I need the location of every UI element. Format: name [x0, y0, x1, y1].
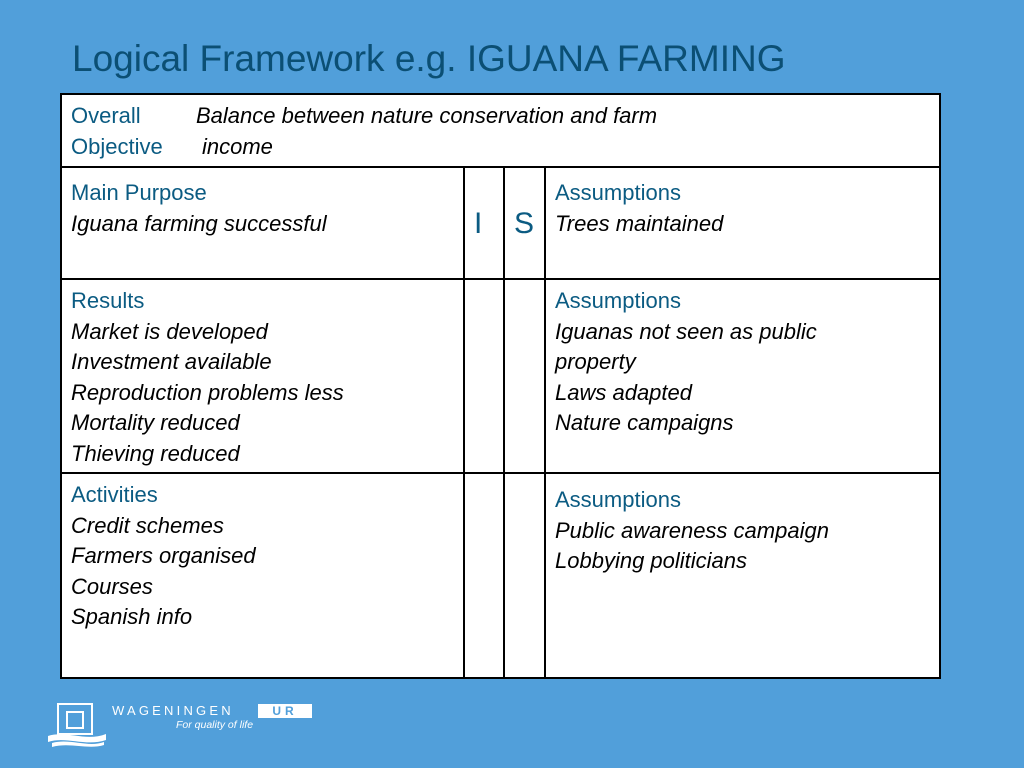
row-divider [62, 166, 939, 168]
main-purpose-heading: Main Purpose [71, 180, 207, 205]
result-item: Reproduction problems less [71, 379, 344, 405]
results-assumption-item: Laws adapted [555, 379, 692, 405]
overall-objective-label [71, 101, 163, 162]
results-assumption-item: Nature campaigns [555, 410, 734, 435]
result-item: Market is developed [71, 318, 268, 344]
main-purpose-cell [71, 178, 327, 239]
results-assumption-item: property [555, 349, 636, 374]
activity-item: Credit schemes [71, 512, 224, 538]
overall-label-line1: Overall [71, 103, 141, 128]
overall-objective-text [196, 101, 657, 162]
result-item: Investment available [71, 349, 272, 374]
column-divider [463, 167, 465, 679]
overall-text-line1: Balance between nature conservation and farm [196, 103, 658, 128]
overall-label-line2: Objective [71, 133, 163, 159]
result-item: Thieving reduced [71, 440, 240, 466]
row-divider [62, 278, 939, 280]
brand-suffix-badge: UR [258, 704, 312, 718]
activities-assumptions-cell [555, 485, 829, 577]
activity-item: Courses [71, 573, 153, 599]
activity-item: Farmers organised [71, 543, 256, 568]
slide-title: Logical Framework e.g. IGUANA FARMING [72, 38, 786, 79]
activities-cell [71, 480, 256, 633]
activity-item: Spanish info [71, 604, 193, 629]
activities-assumption-item: Public awareness campaign [555, 517, 829, 543]
brand-tagline: For quality of life [176, 719, 254, 731]
column-divider [503, 167, 505, 679]
activities-assumptions-heading: Assumptions [555, 487, 681, 512]
activities-assumption-item: Lobbying politicians [555, 548, 748, 573]
indicators-letter: I [474, 207, 483, 240]
overall-text-line2: income [202, 133, 273, 159]
results-assumptions-heading: Assumptions [555, 288, 681, 313]
sources-letter: S [514, 207, 535, 240]
row-divider [62, 472, 939, 474]
main-purpose-item: Iguana farming successful [71, 210, 327, 236]
purpose-assumptions-cell [555, 178, 723, 239]
brand-name: WAGENINGEN [112, 703, 234, 718]
activities-heading: Activities [71, 482, 158, 507]
results-assumption-item: Iguanas not seen as public [555, 318, 817, 344]
purpose-assumption-item: Trees maintained [555, 210, 724, 236]
logframe-table [60, 93, 941, 679]
column-divider [544, 167, 546, 679]
purpose-assumptions-heading: Assumptions [555, 180, 681, 205]
results-heading: Results [71, 288, 145, 313]
results-assumptions-cell [555, 286, 817, 439]
results-cell [71, 286, 344, 469]
result-item: Mortality reduced [71, 410, 240, 435]
